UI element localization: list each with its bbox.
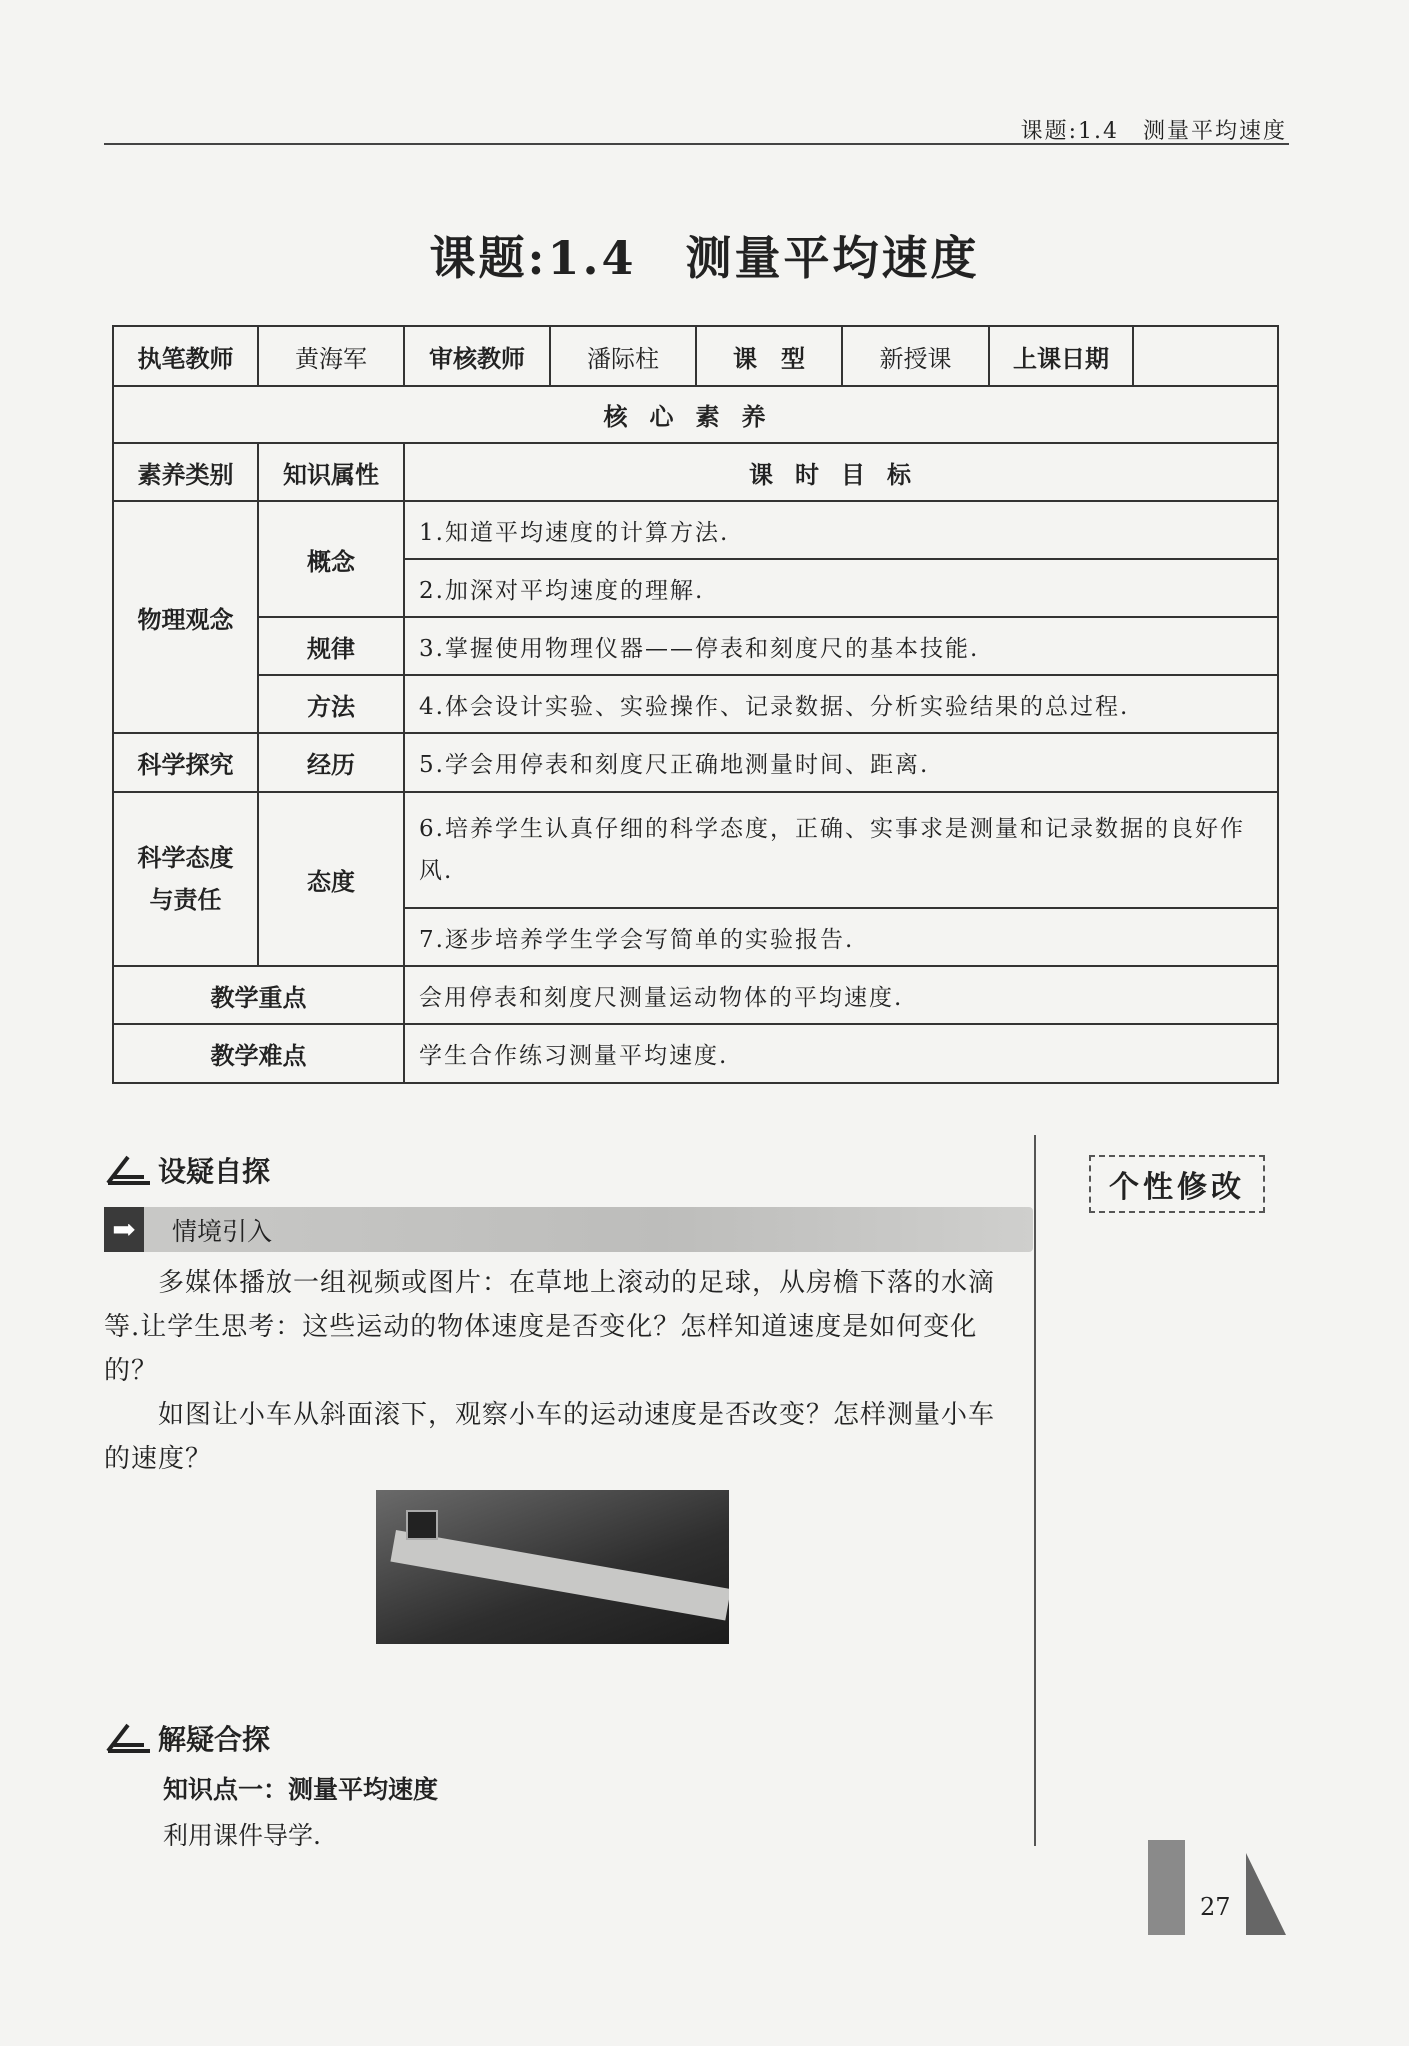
core-heading: 核心素养: [113, 386, 1278, 443]
running-title: 课题:1.4 测量平均速度: [1020, 119, 1287, 144]
section-heading-2: [104, 1718, 270, 1758]
type: 新授课: [842, 326, 989, 386]
category: 物理观念: [113, 501, 258, 733]
pen-angle-icon: [104, 1155, 154, 1185]
section-title: 解疑合探: [158, 1723, 271, 1756]
col-category: 素养类别: [113, 443, 258, 501]
page-title: 课题:1.4 测量平均速度: [429, 231, 980, 285]
category: 科学态度与责任: [113, 792, 258, 966]
date-label: 上课日期: [989, 326, 1133, 386]
category: 科学探究: [113, 733, 258, 792]
key-point-label: 教学重点: [113, 966, 404, 1024]
page-number: 27: [1200, 1893, 1231, 1921]
difficulty-label: 教学难点: [113, 1024, 404, 1083]
intro-text: [104, 1261, 1004, 1481]
goal: 3.掌握使用物理仪器——停表和刻度尺的基本技能.: [404, 617, 1278, 675]
goal: 2.加深对平均速度的理解.: [404, 559, 1278, 617]
type-label: 课 型: [696, 326, 842, 386]
col-goal: 课时目标: [404, 443, 1278, 501]
difficulty: 学生合作练习测量平均速度.: [404, 1024, 1278, 1083]
page-tab: [1148, 1840, 1185, 1935]
reviewer: 潘际柱: [550, 326, 696, 386]
section-heading-1: [104, 1150, 270, 1190]
knowledge-point-text: 利用课件导学.: [163, 1821, 321, 1850]
attribute: 概念: [258, 501, 404, 617]
ramp: [390, 1530, 729, 1621]
author-label: 执笔教师: [113, 326, 258, 386]
knowledge-point: 知识点一：测量平均速度: [163, 1775, 439, 1804]
author: 黄海军: [258, 326, 404, 386]
section-title: 设疑自探: [158, 1155, 271, 1188]
date: [1133, 326, 1278, 386]
cart: [406, 1510, 438, 1540]
attribute: 规律: [258, 617, 404, 675]
lesson-table: [112, 325, 1279, 1084]
corner-triangle: [1246, 1853, 1286, 1935]
attribute: 经历: [258, 733, 404, 792]
arrow-right-icon: ➡: [104, 1207, 144, 1252]
key-point: 会用停表和刻度尺测量运动物体的平均速度.: [404, 966, 1278, 1024]
reviewer-label: 审核教师: [404, 326, 550, 386]
paragraph: 多媒体播放一组视频或图片：在草地上滚动的足球，从房檐下落的水滴等.让学生思考：这些运动的物体速度是否变化？怎样知道速度是如何变化的？: [104, 1268, 996, 1386]
banner-label: 情境引入: [172, 1217, 273, 1246]
goal: 6.培养学生认真仔细的科学态度，正确、实事求是测量和记录数据的良好作风.: [404, 792, 1278, 908]
attribute: 态度: [258, 792, 404, 966]
personal-edit-box: 个性修改: [1089, 1155, 1265, 1213]
paragraph: 如图让小车从斜面滚下，观察小车的运动速度是否改变？怎样测量小车的速度？: [104, 1400, 996, 1474]
attribute: 方法: [258, 675, 404, 733]
goal: 7.逐步培养学生学会写简单的实验报告.: [404, 908, 1278, 966]
incline-cart-photo: [376, 1490, 729, 1644]
column-divider: [1034, 1135, 1036, 1846]
goal: 1.知道平均速度的计算方法.: [404, 501, 1278, 559]
goal: 4.体会设计实验、实验操作、记录数据、分析实验结果的总过程.: [404, 675, 1278, 733]
col-attribute: 知识属性: [258, 443, 404, 501]
goal: 5.学会用停表和刻度尺正确地测量时间、距离.: [404, 733, 1278, 792]
pen-angle-icon: [104, 1723, 154, 1753]
